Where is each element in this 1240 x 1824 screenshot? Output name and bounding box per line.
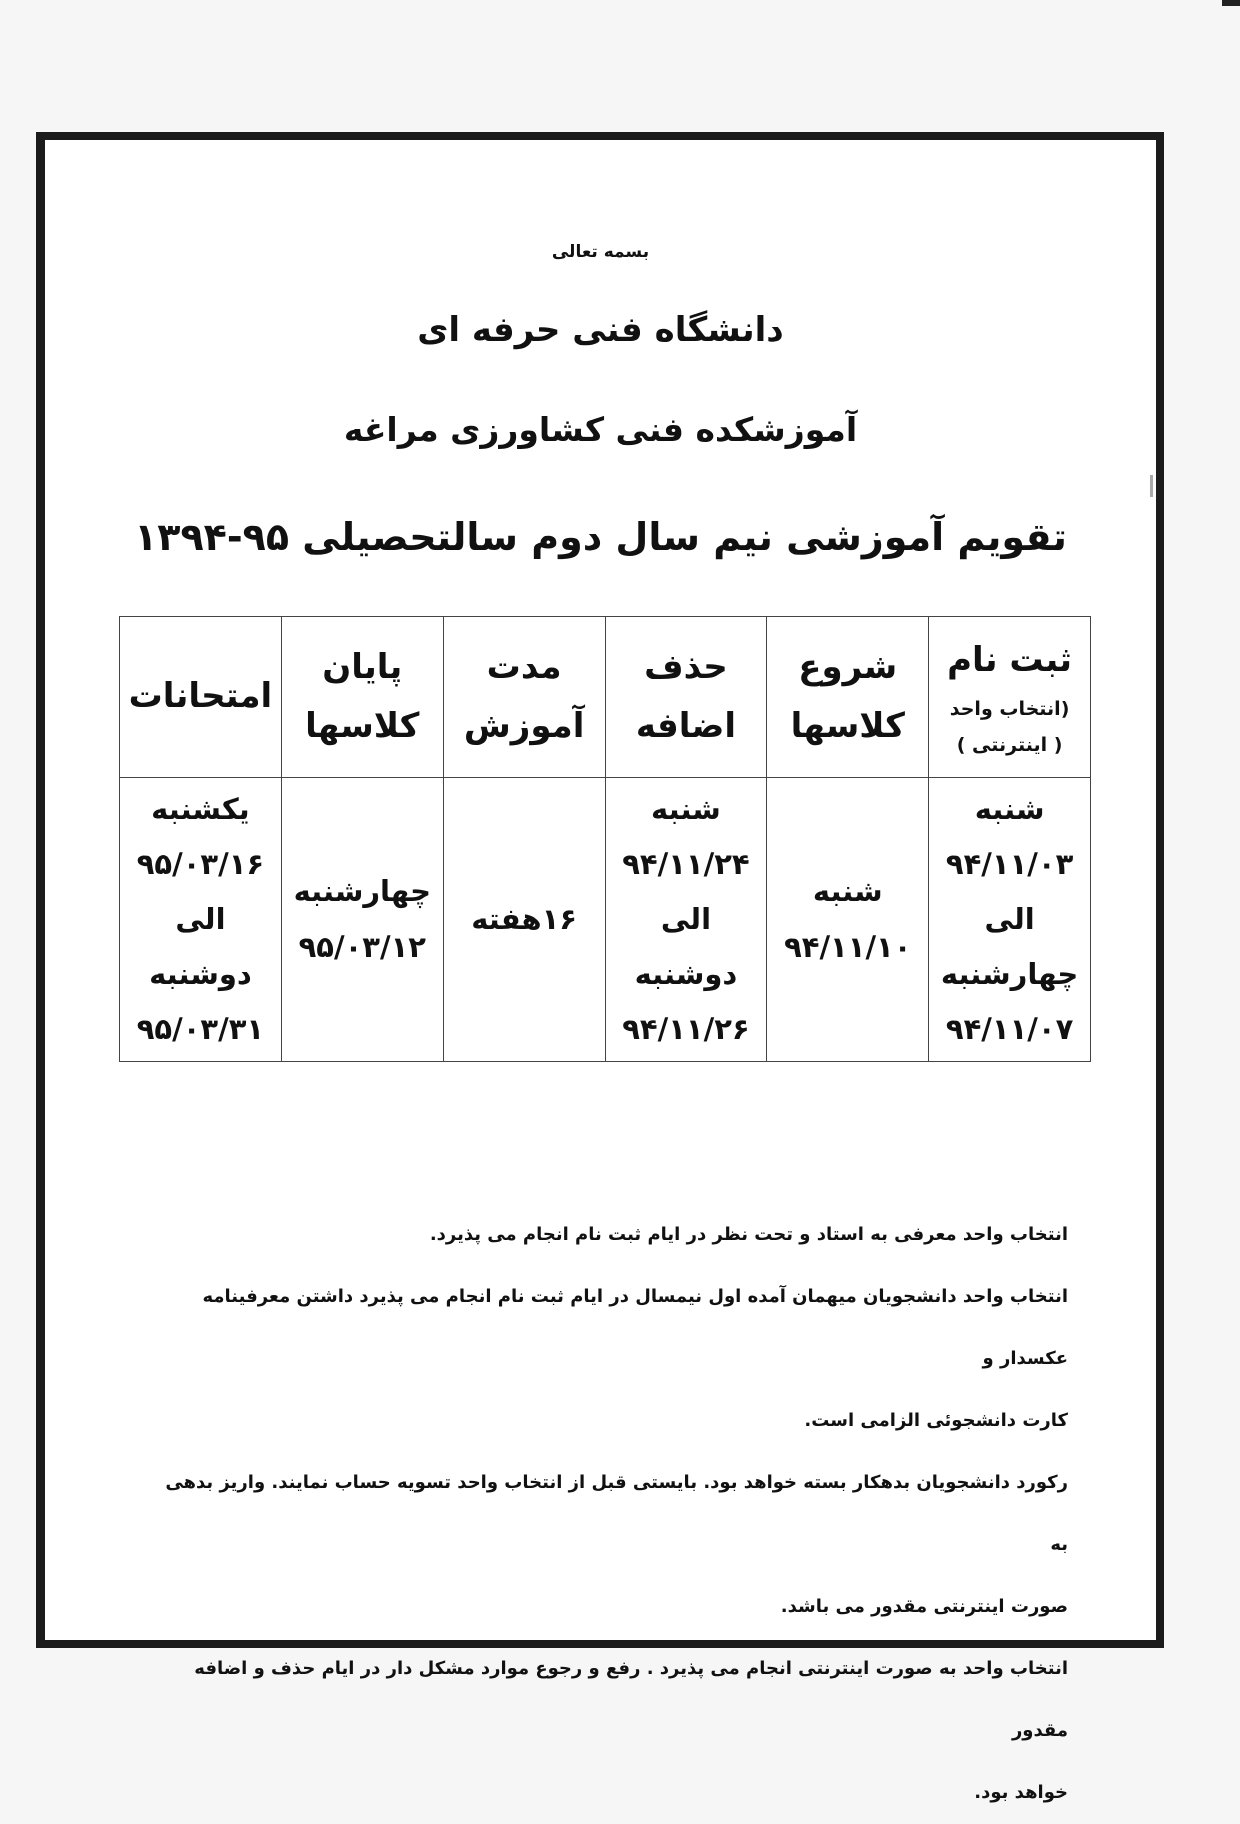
cell-text: ۹۴/۱۱/۲۴ xyxy=(622,846,750,881)
header-class-end xyxy=(281,617,443,778)
header-exams xyxy=(120,617,282,778)
cell-text: دوشنبه xyxy=(634,957,738,992)
header-duration-line2: آموزش xyxy=(463,706,585,746)
cell-text: الی xyxy=(660,901,712,936)
cell-text: ۹۴/۱۱/۰۳ xyxy=(945,846,1074,881)
header-duration xyxy=(443,617,605,778)
header-adddrop-line1: حذف xyxy=(644,646,728,687)
header-start-line2: کلاسها xyxy=(790,706,905,746)
cell-text: ۹۴/۱۱/۲۶ xyxy=(622,1012,750,1047)
cell-text: شنبه xyxy=(651,791,721,826)
scan-edge-mark xyxy=(1222,0,1240,6)
header-class-start xyxy=(767,617,929,778)
cell-class-start xyxy=(767,778,929,1062)
cell-text: ۹۵/۰۳/۱۶ xyxy=(136,846,265,881)
header-duration-line1: مدت xyxy=(486,646,562,687)
cell-text: ۹۵/۰۳/۳۱ xyxy=(136,1012,265,1047)
header-registration xyxy=(929,617,1091,778)
note-line: انتخاب واحد دانشجویان میهمان آمده اول نیمسال در ایام ثبت نام انجام می پذیرد داشتن معرفینامه عکسدار و xyxy=(202,1286,1068,1369)
cell-duration xyxy=(443,778,605,1062)
header-add-drop xyxy=(605,617,767,778)
cell-text: چهارشنبه xyxy=(293,874,431,909)
cell-text: شنبه xyxy=(974,791,1045,826)
cell-text: دوشنبه xyxy=(149,957,252,992)
header-registration-sub1: (انتخاب واحد xyxy=(949,697,1070,720)
cell-text: ۹۵/۰۳/۱۲ xyxy=(298,929,426,964)
header-end-line2: کلاسها xyxy=(305,706,420,746)
table-header-row xyxy=(120,617,1091,778)
note-line: کارت دانشجوئی الزامی است. xyxy=(804,1410,1068,1431)
cell-text: ۹۴/۱۱/۱۰ xyxy=(784,929,912,964)
bismillah-heading: بسمه تعالی xyxy=(551,242,650,262)
cell-exams xyxy=(120,778,282,1062)
header-adddrop-line2: اضافه xyxy=(635,706,737,746)
note-line: انتخاب واحد معرفی به استاد و تحت نظر در ایام ثبت نام انجام می پذیرد. xyxy=(429,1224,1068,1245)
header-end-line1: پایان xyxy=(322,646,403,687)
note-line: صورت اینترنتی مقدور می باشد. xyxy=(780,1596,1068,1617)
cell-registration xyxy=(929,778,1091,1062)
academic-calendar-table xyxy=(119,616,1091,1062)
cell-text: چهارشنبه xyxy=(940,957,1079,992)
notes-section xyxy=(155,1204,1068,1824)
cell-text: شنبه xyxy=(812,874,883,909)
cell-text: ۱۶هفته xyxy=(471,901,577,936)
note-line: انتخاب واحد به صورت اینترنتی انجام می پذیرد . رفع و رجوع موارد مشکل دار در ایام حذف و اضافه مقدور xyxy=(194,1658,1068,1741)
header-registration-label: ثبت نام xyxy=(947,640,1073,681)
cell-add-drop xyxy=(605,778,767,1062)
cell-text: ۹۴/۱۱/۰۷ xyxy=(945,1012,1074,1047)
note-line: رکورد دانشجویان بدهکار بسته خواهد بود. بایستی قبل از انتخاب واحد تسویه حساب نمایند. واریز بدهی به xyxy=(165,1472,1068,1555)
table-row xyxy=(120,778,1091,1062)
header-exams-label: امتحانات xyxy=(128,676,273,717)
college-title: آموزشکده فنی کشاورزی مراغه xyxy=(343,410,858,449)
document-frame xyxy=(36,132,1164,1803)
scan-speck xyxy=(1150,475,1153,497)
header-registration-sub2: ( اینترنتی ) xyxy=(956,733,1063,756)
note-line: خواهد بود. xyxy=(974,1782,1068,1803)
cell-text: الی xyxy=(984,901,1035,936)
cell-text: یکشنبه xyxy=(151,791,250,826)
header-start-line1: شروع xyxy=(798,646,898,687)
cell-class-end xyxy=(281,778,443,1062)
cell-text: الی xyxy=(175,901,226,936)
university-title: دانشگاه فنی حرفه ای xyxy=(417,310,784,350)
calendar-title: تقویم آموزشی نیم سال دوم سالتحصیلی ۹۵-۱۳۹۴ xyxy=(134,515,1067,559)
